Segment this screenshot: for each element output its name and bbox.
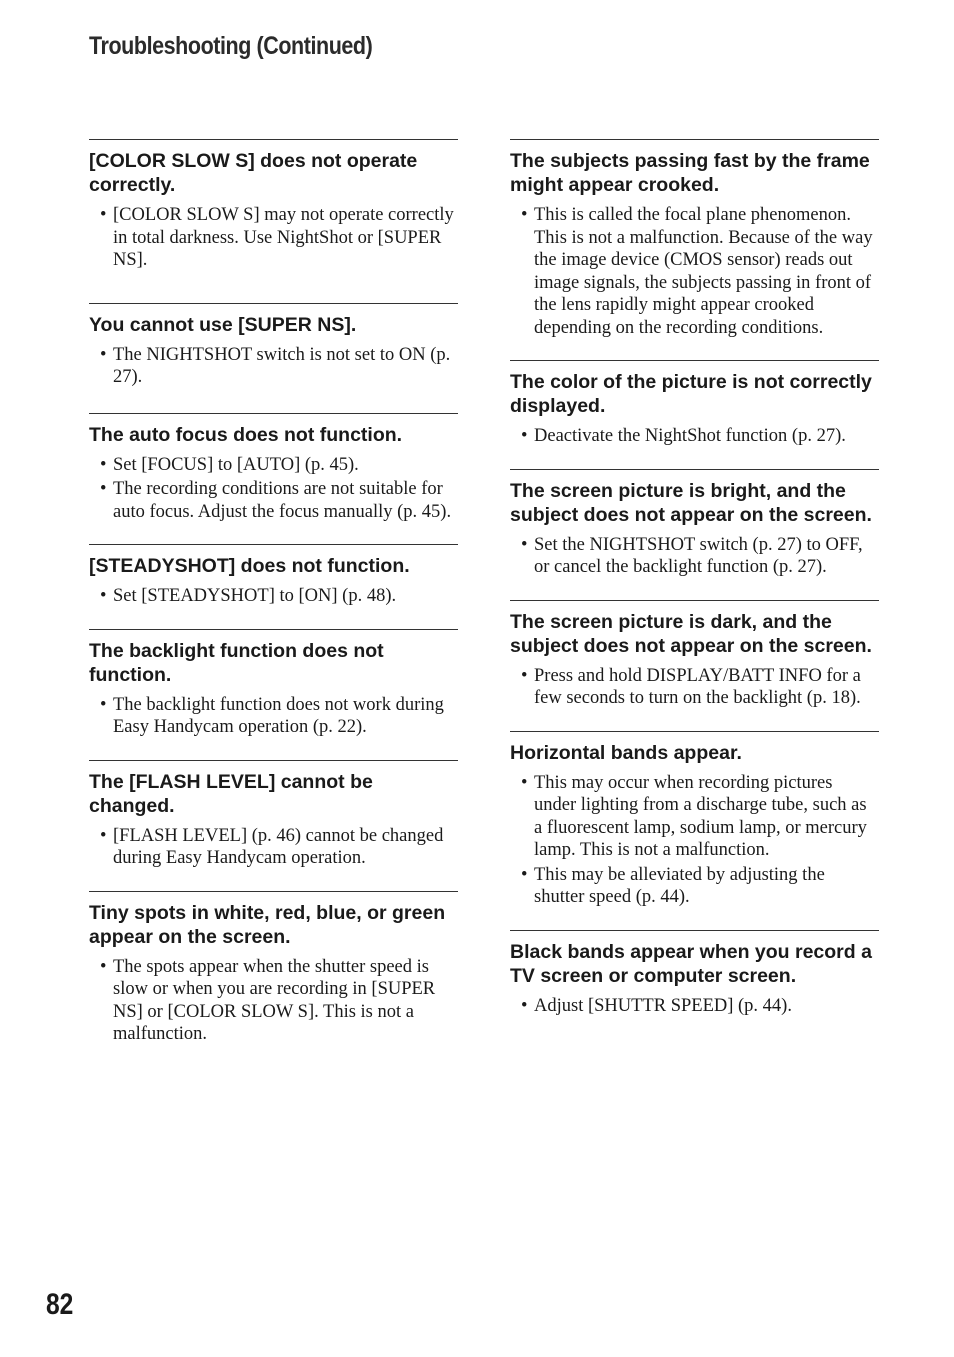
section-super-ns: [89, 303, 458, 389]
bullet-list: [89, 454, 458, 524]
bullet-list: [89, 204, 458, 272]
section-heading: You cannot use [SUPER NS].: [89, 313, 357, 336]
bullet-list: [510, 995, 879, 1018]
section-screen-dark: [510, 600, 879, 710]
section-tiny-spots: [89, 891, 458, 1046]
bullet-list: [89, 956, 458, 1046]
section-black-bands: [510, 930, 879, 1018]
bullet-item: • Adjust [SHUTTR SPEED] (p. 44).: [510, 995, 879, 1018]
section-screen-bright: [510, 469, 879, 579]
bullet-list: [510, 665, 879, 710]
section-heading: [COLOR SLOW S] does not operate correctly.: [89, 150, 418, 196]
section-heading: The backlight function does not function.: [89, 639, 384, 686]
bullet-item: • Set the NIGHTSHOT switch (p. 27) to OFF, or cancel the backlight function (p. 27).: [510, 534, 879, 579]
bullet-item: • This is called the focal plane phenomenon. This is not a malfunction. Because of the way the image device (CMOS sensor) reads out image signals, the subjects passing in front of the lens rapidly might appear crooked depending on the recording conditions.: [510, 204, 879, 339]
section-auto-focus: [89, 413, 458, 524]
bullet-item: • The spots appear when the shutter speed is slow or when you are recording in [SUPER NS] or [COLOR SLOW S]. This is not a malfunction.: [89, 956, 458, 1046]
bullet-list: [510, 204, 879, 339]
section-horizontal-bands: [510, 731, 879, 909]
bullet-list: [89, 585, 458, 608]
bullet-item: • The NIGHTSHOT switch is not set to ON (p. 27).: [89, 344, 458, 389]
bullet-list: [89, 694, 458, 739]
bullet-item: • [COLOR SLOW S] may not operate correctly in total darkness. Use NightShot or [SUPER NS].: [89, 204, 458, 272]
section-heading: [STEADYSHOT] does not function.: [89, 555, 410, 577]
bullet-list: [510, 425, 879, 448]
bullet-list: [89, 825, 458, 870]
bullet-item: • The backlight function does not work during Easy Handycam operation (p. 22).: [89, 694, 458, 739]
bullet-item: • Press and hold DISPLAY/BATT INFO for a few seconds to turn on the backlight (p. 18).: [510, 665, 879, 710]
bullet-item: • The recording conditions are not suitable for auto focus. Adjust the focus manually (p. 45).: [89, 478, 458, 523]
left-column: [89, 139, 458, 1048]
page-number: 82: [46, 1288, 74, 1321]
section-heading: The screen picture is dark, and the subject does not appear on the screen.: [510, 610, 872, 657]
right-column: [510, 139, 879, 1019]
section-flash-level: [89, 760, 458, 870]
section-heading: The screen picture is bright, and the subject does not appear on the screen.: [510, 479, 872, 526]
bullet-list: [89, 344, 458, 389]
section-backlight: [89, 629, 458, 739]
bullet-item: • Deactivate the NightShot function (p. 27).: [510, 425, 879, 448]
section-heading: The color of the picture is not correctly displayed.: [510, 371, 872, 417]
bullet-item: • Set [FOCUS] to [AUTO] (p. 45).: [89, 454, 458, 477]
bullet-list: [510, 772, 879, 909]
bullet-item: • This may occur when recording pictures under lighting from a discharge tube, such as a fluorescent lamp, sodium lamp, or mercury lamp. This is not a malfunction.: [510, 772, 879, 862]
section-focal-plane: [510, 139, 879, 339]
section-heading: The auto focus does not function.: [89, 423, 403, 446]
section-color-display: [510, 360, 879, 448]
section-heading: The [FLASH LEVEL] cannot be changed.: [89, 770, 373, 817]
bullet-list: [510, 534, 879, 579]
section-steadyshot: [89, 544, 458, 608]
section-heading: Horizontal bands appear.: [510, 741, 742, 764]
page-header-title: Troubleshooting (Continued): [89, 32, 373, 60]
section-heading: Black bands appear when you record a TV screen or computer screen.: [510, 940, 872, 987]
section-color-slow-s: [89, 139, 458, 272]
bullet-item: • Set [STEADYSHOT] to [ON] (p. 48).: [89, 585, 458, 608]
bullet-item: • [FLASH LEVEL] (p. 46) cannot be changed during Easy Handycam operation.: [89, 825, 458, 870]
section-heading: The subjects passing fast by the frame might appear crooked.: [510, 150, 870, 196]
section-heading: Tiny spots in white, red, blue, or green appear on the screen.: [89, 901, 446, 948]
bullet-item: • This may be alleviated by adjusting the shutter speed (p. 44).: [510, 864, 879, 909]
